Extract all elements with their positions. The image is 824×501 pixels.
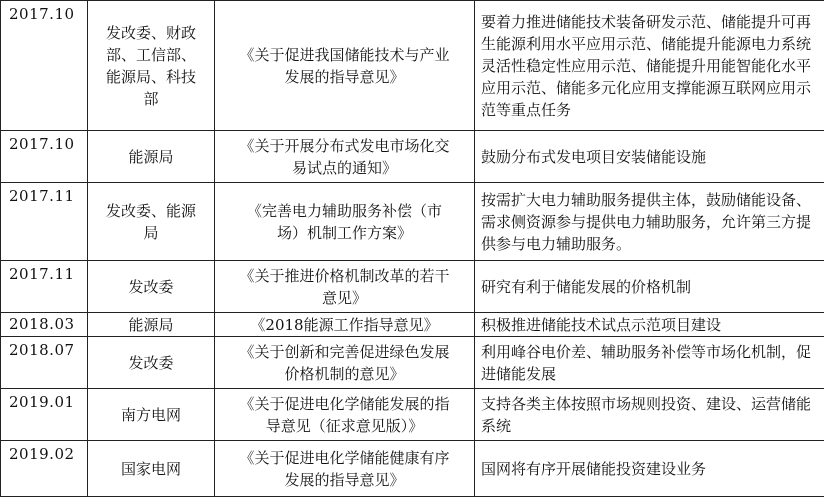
table-row (1, 441, 824, 497)
content-cell: 积极推进储能技术试点示范项目建设 (475, 313, 824, 337)
date-cell: 2017.11 (1, 261, 88, 313)
table-row (1, 389, 824, 441)
issuer-cell: 发改委、财政部、工信部、能源局、科技部 (88, 1, 215, 131)
date-cell: 2019.02 (1, 441, 88, 497)
date-cell: 2017.11 (1, 183, 88, 261)
policy-cell: 《2018能源工作指导意见》 (215, 313, 475, 337)
table-row (1, 261, 824, 313)
content-cell: 利用峰谷电价差、辅助服务补偿等市场化机制，促进储能发展 (475, 337, 824, 389)
date-cell: 2018.07 (1, 337, 88, 389)
date-cell: 2019.01 (1, 389, 88, 441)
table-row (1, 131, 824, 183)
policy-cell: 《关于促进我国储能技术与产业发展的指导意见》 (215, 1, 475, 131)
content-cell: 鼓励分布式发电项目安装储能设施 (475, 131, 824, 183)
policy-cell: 《关于开展分布式发电市场化交易试点的通知》 (215, 131, 475, 183)
table-row (1, 337, 824, 389)
content-cell: 要着力推进储能技术装备研发示范、储能提升可再生能源利用水平应用示范、储能提升能源电力系统灵活性稳定性应用示范、储能提升用能智能化水平应用示范、储能多元化应用支撑能源互联网应用示范等重点任务 (475, 1, 824, 131)
table-row (1, 1, 824, 131)
issuer-cell: 发改委 (88, 261, 215, 313)
policy-cell: 《关于促进电化学储能健康有序发展的指导意见》 (215, 441, 475, 497)
table-row (1, 183, 824, 261)
policy-cell: 《关于创新和完善促进绿色发展价格机制的意见》 (215, 337, 475, 389)
content-cell: 研究有利于储能发展的价格机制 (475, 261, 824, 313)
date-cell: 2017.10 (1, 131, 88, 183)
issuer-cell: 南方电网 (88, 389, 215, 441)
issuer-cell: 国家电网 (88, 441, 215, 497)
content-cell: 支持各类主体按照市场规则投资、建设、运营储能系统 (475, 389, 824, 441)
date-cell: 2017.10 (1, 1, 88, 131)
issuer-cell: 发改委 (88, 337, 215, 389)
policy-cell: 《关于推进价格机制改革的若干意见》 (215, 261, 475, 313)
issuer-cell: 能源局 (88, 313, 215, 337)
content-cell: 国网将有序开展储能投资建设业务 (475, 441, 824, 497)
issuer-cell: 能源局 (88, 131, 215, 183)
policy-cell: 《完善电力辅助服务补偿（市场）机制工作方案》 (215, 183, 475, 261)
date-cell: 2018.03 (1, 313, 88, 337)
issuer-cell: 发改委、能源局 (88, 183, 215, 261)
content-cell: 按需扩大电力辅助服务提供主体，鼓励储能设备、需求侧资源参与提供电力辅助服务，允许第三方提供参与电力辅助服务。 (475, 183, 824, 261)
policy-cell: 《关于促进电化学储能发展的指导意见（征求意见版）》 (215, 389, 475, 441)
table-row (1, 313, 824, 337)
